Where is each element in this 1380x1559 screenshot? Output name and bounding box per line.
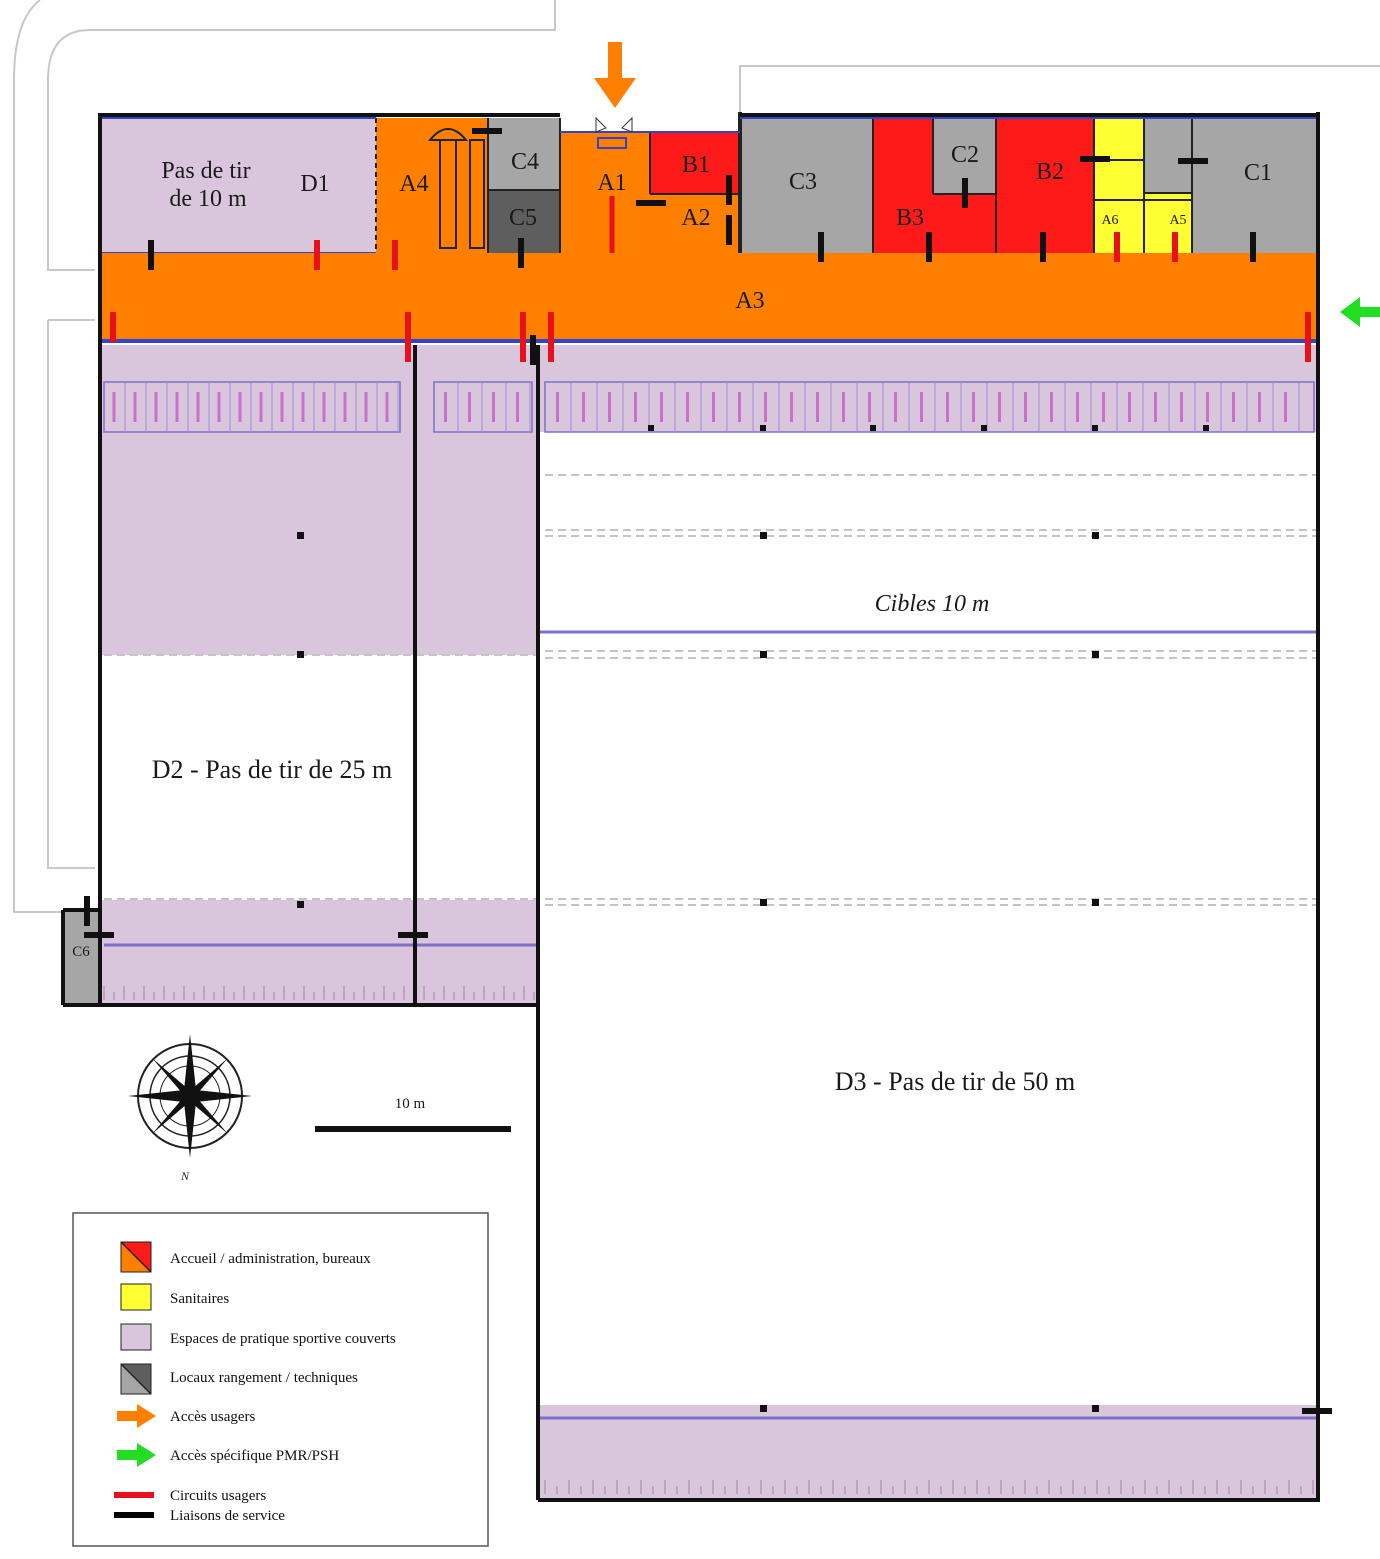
lane-marker	[281, 392, 284, 422]
compass-north-label: N	[180, 1169, 190, 1183]
lane-marker	[946, 392, 949, 422]
label-cibles: Cibles 10 m	[874, 591, 990, 617]
lane-marker	[444, 392, 447, 422]
red-line-icon	[114, 1492, 154, 1498]
lane-marker	[1258, 392, 1261, 422]
lane-marker	[1050, 392, 1053, 422]
label-c5: C5	[508, 205, 538, 231]
label-d3: D3 - Pas de tir de 50 m	[834, 1067, 1076, 1096]
lilac-swatch-icon	[121, 1324, 151, 1350]
lane-marker	[1232, 392, 1235, 422]
label-c3: C3	[788, 169, 818, 195]
scale-label: 10 m	[394, 1096, 426, 1112]
lane-marker	[582, 392, 585, 422]
label-d1-line1: Pas de tir	[161, 158, 251, 184]
lane-marker	[155, 392, 158, 422]
green-access-arrow-icon	[1340, 297, 1380, 327]
range-d2-lilac-top	[100, 345, 536, 655]
lane-marker	[492, 392, 495, 422]
lane-marker	[686, 392, 689, 422]
label-a4: A4	[399, 171, 429, 197]
compass-rose-icon	[128, 1034, 252, 1158]
label-d1: D1	[300, 171, 330, 197]
lane-marker	[302, 392, 305, 422]
label-c1: C1	[1243, 160, 1273, 186]
legend-label-pmr: Accès spécifique PMR/PSH	[170, 1448, 340, 1464]
legend-label-liaisons: Liaisons de service	[170, 1508, 285, 1524]
legend-label-sport: Espaces de pratique sportive couverts	[170, 1331, 396, 1347]
lane-marker	[1076, 392, 1079, 422]
legend-label-technique: Locaux rangement / techniques	[170, 1370, 358, 1386]
label-d1-line2: de 10 m	[169, 186, 247, 212]
lane-marker	[972, 392, 975, 422]
legend-label-admin: Accueil / administration, bureaux	[170, 1251, 371, 1267]
lane-marker	[660, 392, 663, 422]
lane-marker	[894, 392, 897, 422]
label-b3: B3	[895, 205, 925, 231]
lane-marker	[738, 392, 741, 422]
lane-marker	[1128, 392, 1131, 422]
label-c6: C6	[72, 944, 90, 960]
lane-marker	[344, 392, 347, 422]
black-line-icon	[114, 1512, 154, 1518]
label-a2: A2	[681, 205, 711, 231]
lane-marker	[764, 392, 767, 422]
lane-marker	[1102, 392, 1105, 422]
lane-marker	[712, 392, 715, 422]
legend-label-circuits: Circuits usagers	[170, 1488, 267, 1504]
lane-marker	[816, 392, 819, 422]
lane-marker	[920, 392, 923, 422]
lane-marker	[468, 392, 471, 422]
lane-marker	[998, 392, 1001, 422]
range-d2-lilac-bottom	[100, 900, 536, 1005]
scale-bar	[315, 1126, 511, 1132]
range-d3-lilac-top	[540, 345, 1316, 432]
lane-marker	[365, 392, 368, 422]
label-b2: B2	[1035, 159, 1065, 185]
lane-marker	[790, 392, 793, 422]
lane-marker	[239, 392, 242, 422]
lane-marker	[608, 392, 611, 422]
lane-marker	[868, 392, 871, 422]
legend-label-sanitaires: Sanitaires	[170, 1291, 230, 1307]
lane-marker	[134, 392, 137, 422]
lane-marker	[1180, 392, 1183, 422]
lane-marker	[1154, 392, 1157, 422]
label-a5: A5	[1169, 213, 1187, 228]
label-c2: C2	[950, 142, 980, 168]
corridor-a3-area	[100, 253, 1316, 341]
lane-marker	[323, 392, 326, 422]
orange-access-arrow-icon	[594, 42, 636, 108]
lane-marker	[386, 392, 389, 422]
lane-marker	[176, 392, 179, 422]
legend-label-acces: Accès usagers	[170, 1409, 256, 1425]
label-a1: A1	[597, 170, 627, 196]
lane-marker	[113, 392, 116, 422]
lane-marker	[197, 392, 200, 422]
lane-marker	[218, 392, 221, 422]
lane-marker	[634, 392, 637, 422]
label-b1: B1	[681, 152, 711, 178]
lane-marker	[556, 392, 559, 422]
lane-marker	[516, 392, 519, 422]
room-gray-small-area	[1144, 118, 1192, 193]
lane-marker	[260, 392, 263, 422]
lane-marker	[1024, 392, 1027, 422]
label-a6: A6	[1101, 213, 1119, 228]
label-d2: D2 - Pas de tir de 25 m	[151, 755, 393, 784]
lane-marker	[842, 392, 845, 422]
yellow-swatch-icon	[121, 1284, 151, 1310]
lane-marker	[1206, 392, 1209, 422]
lane-marker	[1284, 392, 1287, 422]
label-c4: C4	[510, 149, 540, 175]
label-a3: A3	[735, 288, 765, 314]
